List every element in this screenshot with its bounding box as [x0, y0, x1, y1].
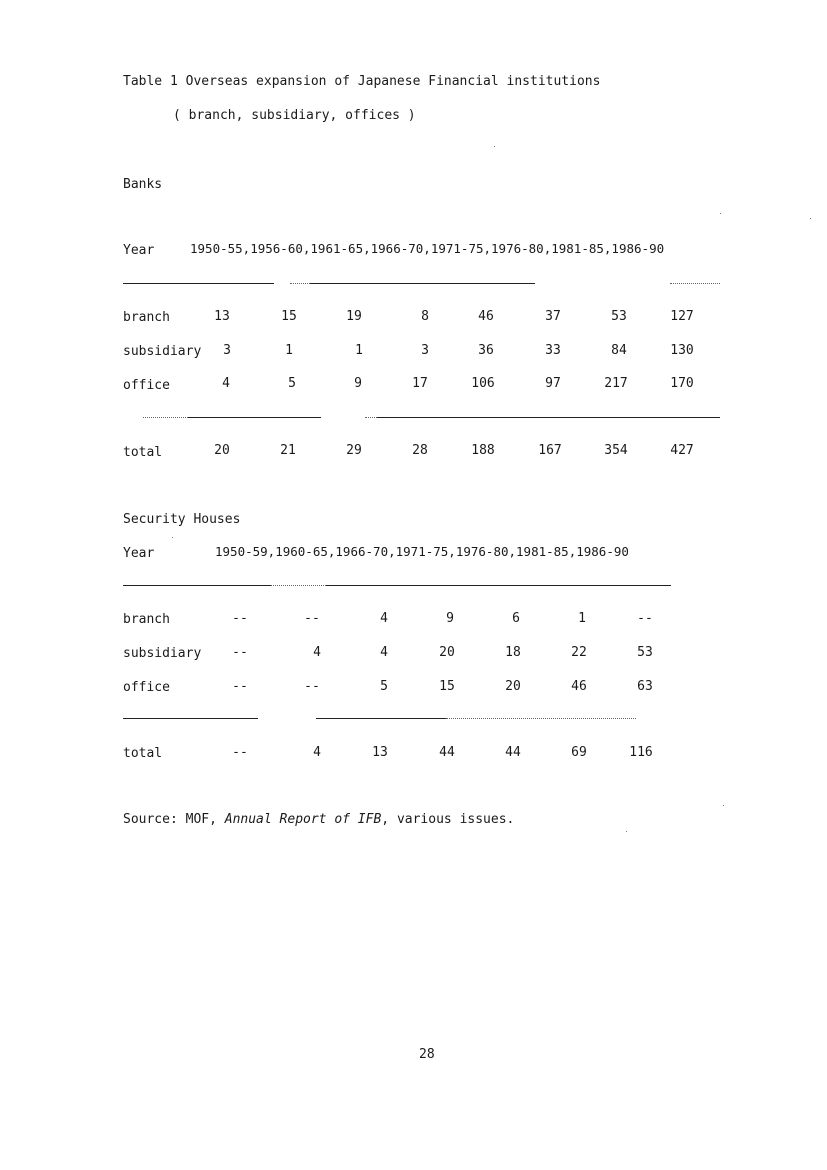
source-prefix: Source: MOF,	[123, 812, 225, 827]
cell: 1	[578, 611, 586, 626]
cell: 8	[421, 309, 429, 324]
cell: 29	[346, 443, 362, 458]
cell: 6	[512, 611, 520, 626]
cell: 13	[214, 309, 230, 324]
row-label: total	[123, 746, 163, 761]
cell: 130	[670, 343, 694, 358]
cell: 1	[355, 343, 363, 358]
cell: 53	[637, 645, 653, 660]
cell: --	[304, 679, 320, 694]
cell: 22	[571, 645, 587, 660]
cell: 13	[372, 745, 388, 760]
scan-speck	[720, 213, 721, 214]
cell: 427	[670, 443, 694, 458]
cell: 69	[571, 745, 587, 760]
cell: 44	[439, 745, 455, 760]
cell: 217	[604, 376, 628, 391]
row-label: office	[123, 378, 170, 393]
cell: --	[304, 611, 320, 626]
cell: 4	[222, 376, 230, 391]
banks-total-rule-3	[365, 417, 377, 418]
cell: 170	[670, 376, 694, 391]
scan-speck	[810, 218, 811, 219]
cell: 19	[346, 309, 362, 324]
securities-header-rule-1	[123, 585, 271, 586]
cell: 17	[412, 376, 428, 391]
cell: 21	[280, 443, 296, 458]
cell: 20	[505, 679, 521, 694]
cell: 15	[439, 679, 455, 694]
row-label: total	[123, 445, 163, 460]
cell: 9	[354, 376, 362, 391]
cell: 20	[214, 443, 230, 458]
cell: 63	[637, 679, 653, 694]
source-suffix: , various issues.	[381, 812, 515, 827]
table-subtitle: ( branch, subsidiary, offices )	[173, 108, 416, 123]
banks-heading: Banks	[123, 177, 163, 192]
table-title: Table 1 Overseas expansion of Japanese Financial institutions	[123, 74, 601, 89]
row-label: subsidiary	[123, 344, 202, 359]
cell: 4	[313, 745, 321, 760]
cell: 53	[611, 309, 627, 324]
cell: 5	[380, 679, 388, 694]
cell: 28	[412, 443, 428, 458]
cell: 188	[471, 443, 495, 458]
cell: 354	[604, 443, 628, 458]
cell: 44	[505, 745, 521, 760]
cell: 33	[545, 343, 561, 358]
banks-header-rule-3	[670, 283, 720, 284]
cell: 4	[313, 645, 321, 660]
cell: 20	[439, 645, 455, 660]
cell: 116	[629, 745, 653, 760]
cell: --	[232, 611, 248, 626]
banks-total-rule-1	[143, 417, 188, 418]
securities-year-label: Year	[123, 546, 155, 561]
cell: 4	[380, 611, 388, 626]
banks-total-rule-2	[188, 417, 321, 418]
cell: 3	[223, 343, 231, 358]
cell: 18	[505, 645, 521, 660]
cell: 106	[471, 376, 495, 391]
banks-header-rule	[123, 283, 274, 284]
scan-speck	[723, 805, 724, 806]
securities-header-rule-2	[271, 585, 326, 586]
cell: --	[232, 679, 248, 694]
cell: 84	[611, 343, 627, 358]
row-label: branch	[123, 612, 170, 627]
cell: 36	[478, 343, 494, 358]
cell: 15	[281, 309, 297, 324]
cell: 46	[571, 679, 587, 694]
cell: 3	[421, 343, 429, 358]
page-number: 28	[419, 1047, 435, 1062]
securities-total-rule-2	[316, 718, 446, 719]
securities-header-rule-3	[326, 585, 671, 586]
cell: 4	[380, 645, 388, 660]
cell: --	[637, 611, 653, 626]
source-publication: Annual Report of IFB	[224, 812, 382, 827]
cell: 9	[446, 611, 454, 626]
banks-total-rule-4	[377, 417, 720, 418]
row-label: branch	[123, 310, 170, 325]
cell: --	[232, 745, 248, 760]
cell: 37	[545, 309, 561, 324]
scan-speck	[626, 831, 627, 832]
cell: 1	[285, 343, 293, 358]
securities-total-rule-3	[446, 718, 636, 719]
banks-year-label: Year	[123, 243, 155, 258]
banks-header-rule-gap	[290, 283, 310, 284]
banks-years-header: 1950-55,1956-60,1961-65,1966-70,1971-75,1976-80,1981-85,1986-90	[190, 241, 665, 256]
cell: 97	[545, 376, 561, 391]
securities-total-rule-1	[123, 718, 258, 719]
cell: 167	[538, 443, 562, 458]
scan-speck	[172, 537, 173, 538]
scan-speck	[494, 146, 495, 147]
source-note	[123, 812, 514, 828]
cell: 46	[478, 309, 494, 324]
banks-header-rule-2	[310, 283, 535, 284]
cell: 127	[670, 309, 694, 324]
row-label: subsidiary	[123, 646, 202, 661]
securities-heading: Security Houses	[123, 512, 241, 527]
securities-years-header: 1950-59,1960-65,1966-70,1971-75,1976-80,1981-85,1986-90	[215, 544, 629, 559]
cell: 5	[288, 376, 296, 391]
cell: --	[232, 645, 248, 660]
row-label: office	[123, 680, 170, 695]
